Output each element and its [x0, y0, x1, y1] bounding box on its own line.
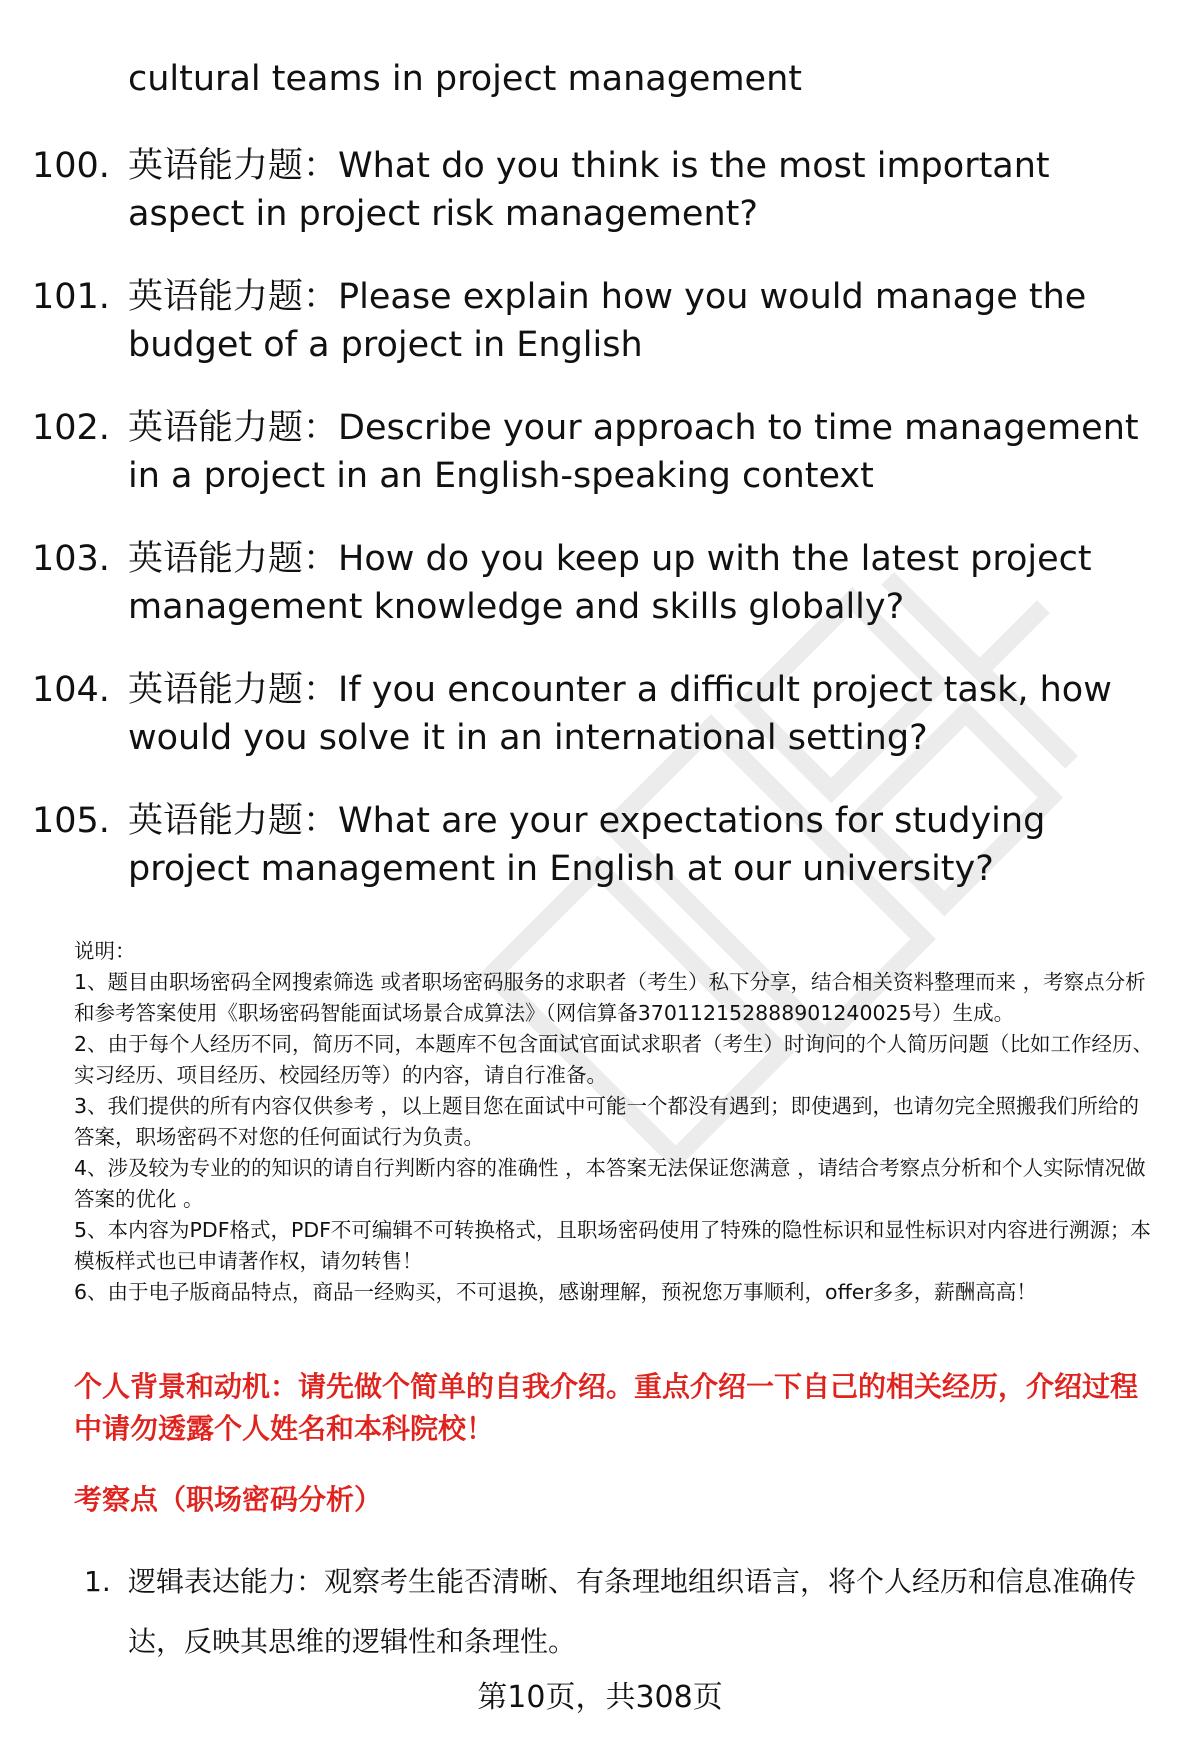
question-body: What are your expectations for studying project management in English at our university? [128, 801, 1046, 889]
question-body: If you encounter a difficult project task, how would you solve it in an international setting? [128, 670, 1112, 758]
note-item: 1、题目由职场密码全网搜索筛选 或者职场密码服务的求职者（考生）私下分享，结合相关资料整理而来 ，考察点分析和参考答案使用《职场密码智能面试场景合成算法》（网信算备370112152888901240025号）生成。 [74, 970, 1146, 1025]
question-prefix: 英语能力题： [128, 539, 339, 579]
question-number: 102. [32, 408, 110, 448]
question-number: 105. [32, 801, 110, 841]
question-number: 101. [32, 277, 110, 317]
note-item: 2、由于每个人经历不同，简历不同，本题库不包含面试官面试求职者（考生）时询问的个人简历问题（比如工作经历、实习经历、项目经历、校园经历等）的内容，请自行准备。 [74, 1032, 1154, 1087]
question-item [0, 142, 1200, 273]
question-item [0, 535, 1200, 666]
question-body: How do you keep up with the latest project management knowledge and skills globally? [128, 539, 1092, 627]
question-text [128, 797, 1148, 893]
note-item: 5、本内容为PDF格式，PDF不可编辑不可转换格式，且职场密码使用了特殊的隐性标识和显性标识对内容进行溯源；本模板样式也已申请著作权，请勿转售！ [74, 1218, 1151, 1273]
note-item: 3、我们提供的所有内容仅供参考 ，以上题目您在面试中可能一个都没有遇到；即使遇到，也请勿完全照搬我们所给的答案，职场密码不对您的任何面试行为负责。 [74, 1094, 1140, 1149]
question-body: Please explain how you would manage the budget of a project in English [128, 277, 1087, 365]
notes-title: 说明： [74, 939, 136, 963]
analysis-number: 1. [84, 1565, 111, 1598]
question-text [128, 142, 1148, 238]
question-prefix: 英语能力题： [128, 670, 339, 710]
note-item: 6、由于电子版商品特点，商品一经购买，不可退换，感谢理解，预祝您万事顺利，offer多多，薪酬高高！ [74, 1280, 1037, 1304]
question-continuation: cultural teams in project management [128, 59, 802, 99]
question-text [128, 404, 1148, 500]
question-item [0, 666, 1200, 797]
question-number: 100. [32, 146, 110, 186]
question-item [0, 273, 1200, 404]
question-list [0, 142, 1200, 928]
question-text [128, 535, 1148, 631]
highlight-question: 个人背景和动机：请先做个简单的自我介绍。重点介绍一下自己的相关经历，介绍过程中请勿透露个人姓名和本科院校！ [74, 1370, 1139, 1445]
question-prefix: 英语能力题： [128, 277, 339, 317]
question-body: What do you think is the most important aspect in project risk management? [128, 146, 1050, 234]
question-prefix: 英语能力题： [128, 408, 339, 448]
question-item [0, 797, 1200, 928]
note-item: 4、涉及较为专业的的知识的请自行判断内容的准确性 ，本答案无法保证您满意 ，请结合考察点分析和个人实际情况做答案的优化 。 [74, 1156, 1146, 1211]
question-text [128, 666, 1148, 762]
question-text [128, 273, 1148, 369]
question-number: 104. [32, 670, 110, 710]
question-body: Describe your approach to time management in a project in an English-speaking context [128, 408, 1139, 496]
analysis-text: 逻辑表达能力：观察考生能否清晰、有条理地组织语言，将个人经历和信息准确传达，反映其思维的逻辑性和条理性。 [128, 1565, 1137, 1658]
question-prefix: 英语能力题： [128, 146, 339, 186]
question-number: 103. [32, 539, 110, 579]
question-item [0, 404, 1200, 535]
analysis-heading: 考察点（职场密码分析） [74, 1483, 383, 1516]
page-footer: 第10页，共308页 [477, 1680, 723, 1715]
notes-section [74, 936, 1159, 1308]
question-prefix: 英语能力题： [128, 801, 339, 841]
